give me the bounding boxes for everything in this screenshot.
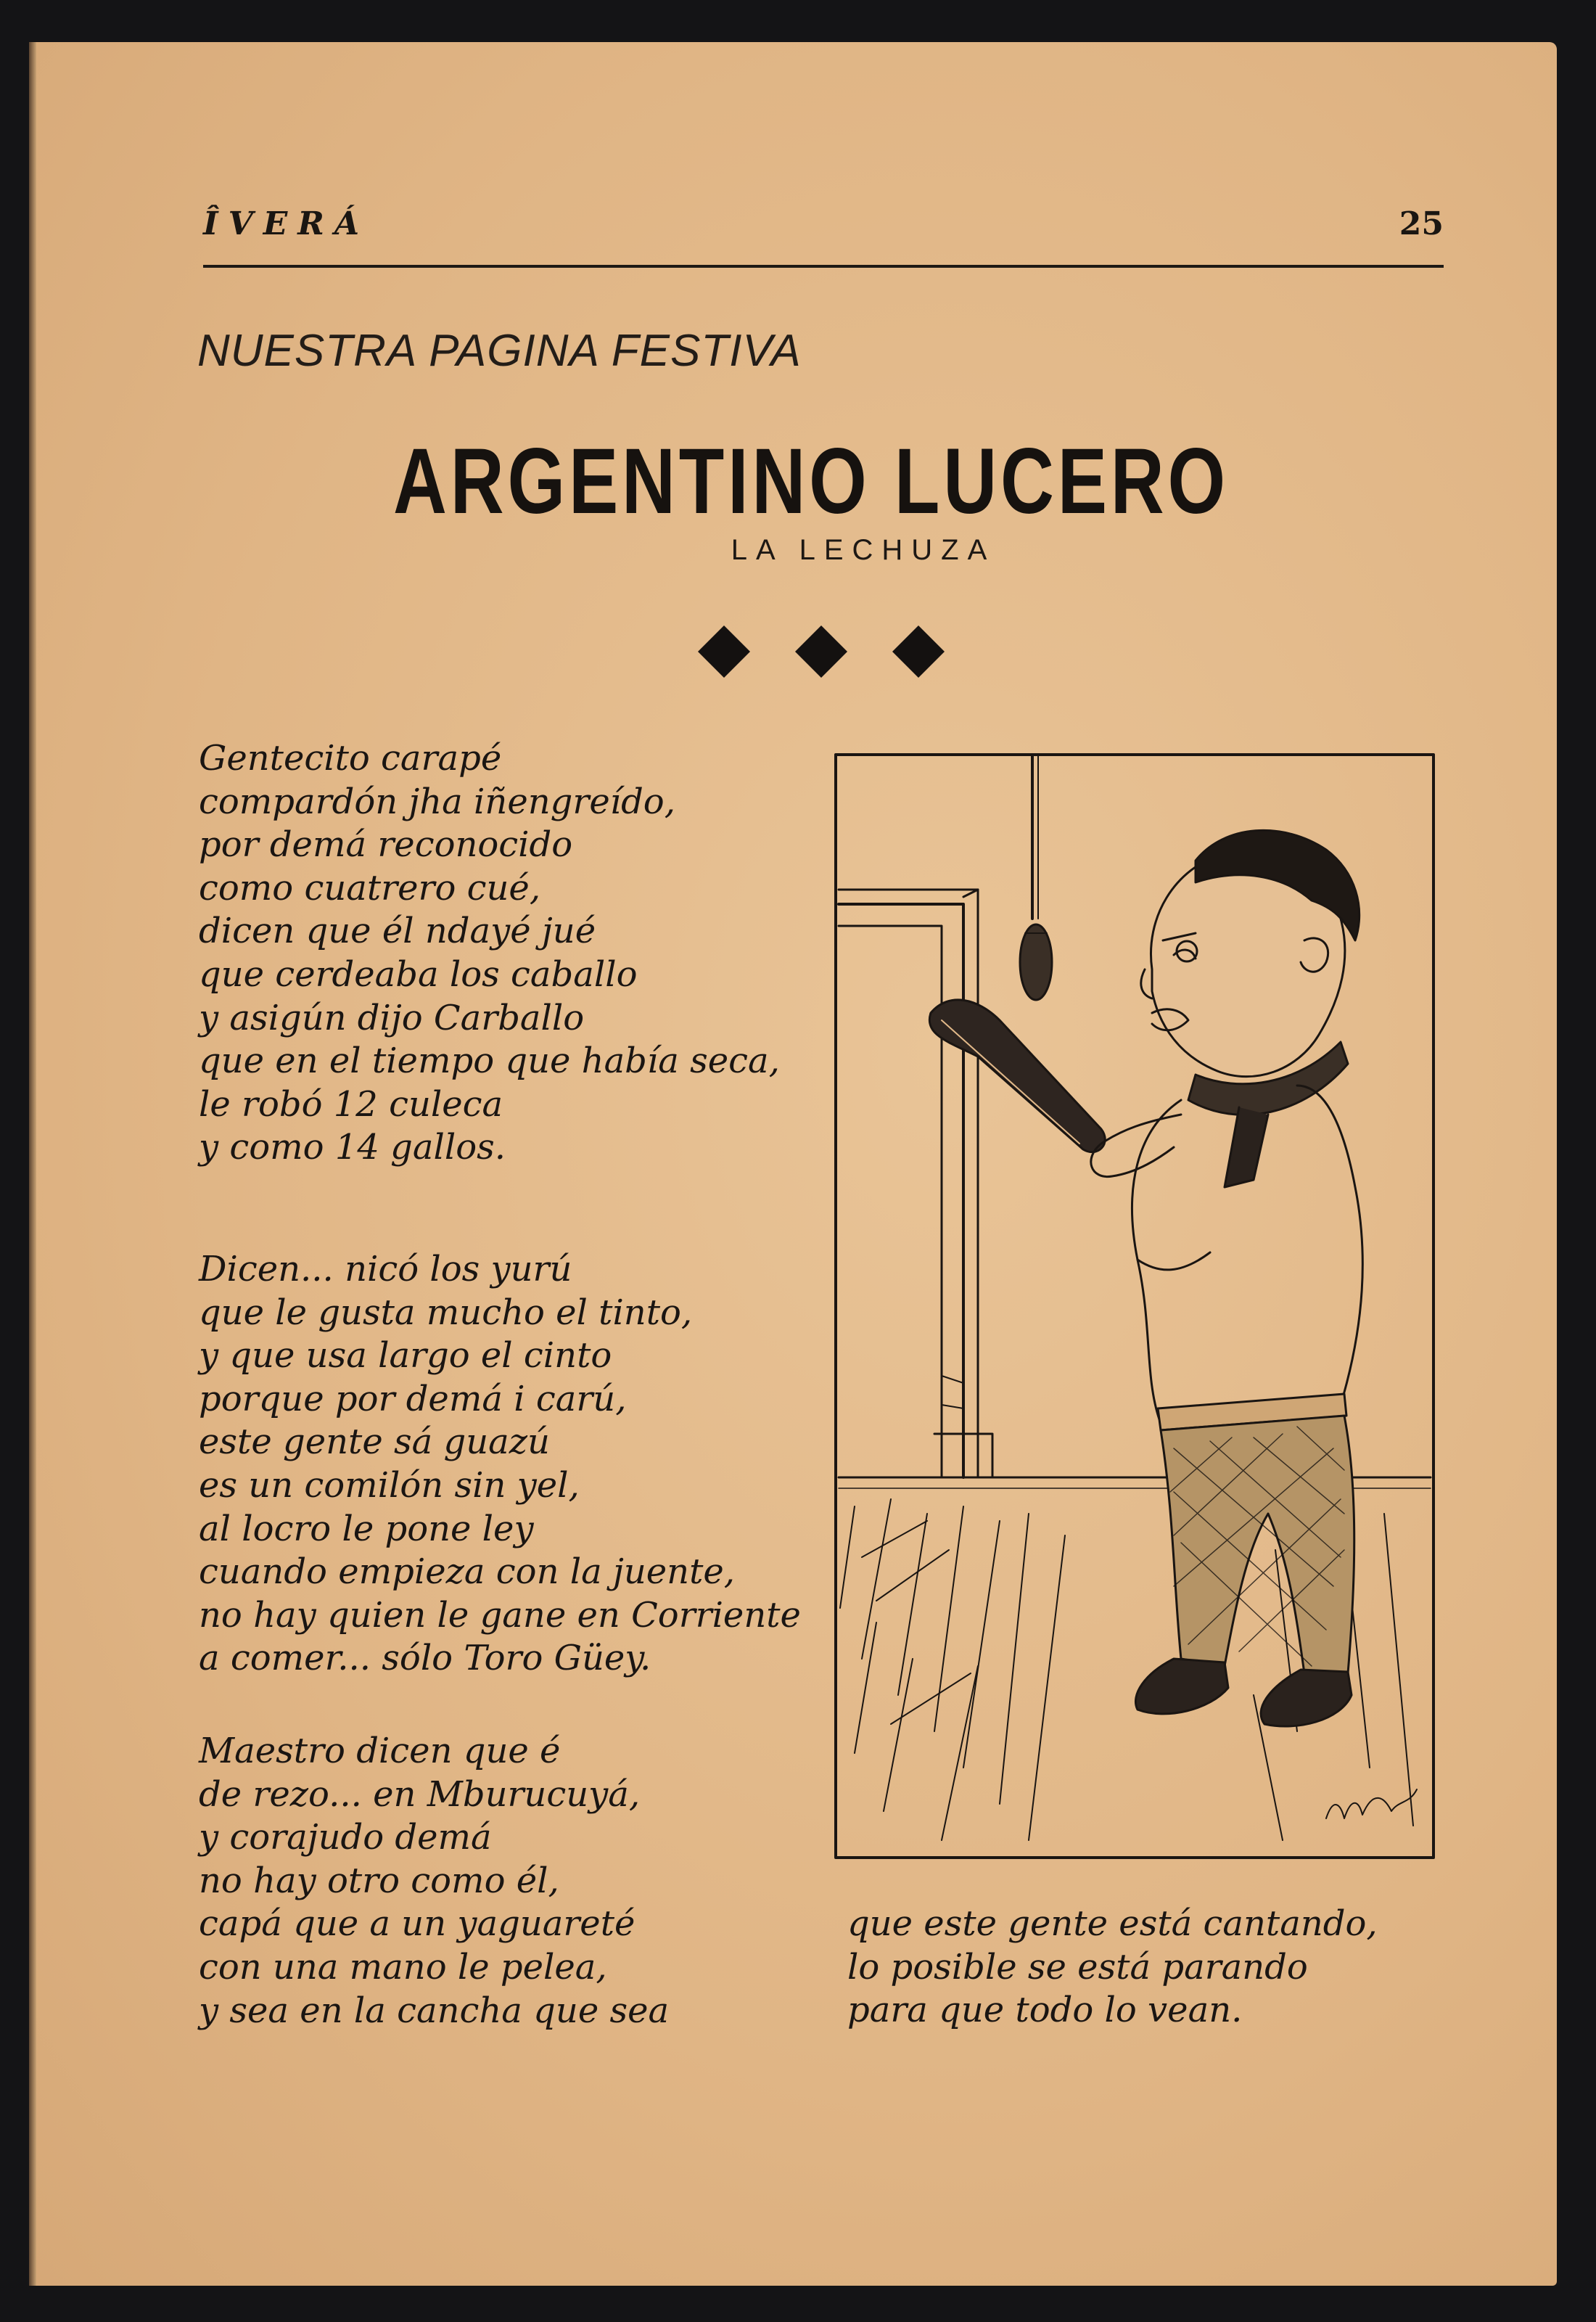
poem-line: y corajudo demá (199, 1817, 492, 1858)
poem-line: y como 14 gallos. (199, 1127, 506, 1168)
poem-line: Maestro dicen que é (199, 1731, 561, 1771)
poem-stanza-1 (199, 737, 780, 1170)
poem-line: a comer... sólo Toro Güey. (199, 1638, 651, 1679)
caricature-singer-at-microphone-icon (833, 752, 1436, 1862)
ornament-row (696, 623, 958, 681)
diamond-ornament-icon (698, 625, 750, 678)
poem-line: capá que a un yaguareté (199, 1903, 635, 1945)
diamond-ornament-icon (795, 625, 847, 678)
page-number: 25 (1399, 205, 1444, 242)
poem-line: y que usa largo el cinto (199, 1335, 612, 1377)
poem-line: Gentecito carapé (199, 738, 502, 779)
poem-line: de rezo... en Mburucuyá, (199, 1773, 641, 1815)
poem-line: le robó 12 culeca (199, 1083, 503, 1125)
article-title: ARGENTINO LUCERO (393, 430, 1229, 533)
poem-line: Dicen... nicó los yurú (199, 1249, 572, 1289)
poem-line: que este gente está cantando, (847, 1903, 1378, 1944)
journal-name: ÎVERÁ (203, 205, 369, 242)
running-header (203, 205, 1444, 249)
page-gutter (29, 42, 36, 2286)
poem-line: y asigún dijo Carballo (199, 997, 585, 1038)
poem-line: dicen que él ndayé jué (199, 911, 596, 952)
header-rule (203, 265, 1444, 268)
poem-line: lo posible se está parando (847, 1946, 1308, 1987)
poem-stanza-4 (847, 1903, 1378, 2032)
poem-line: este gente sá guazú (199, 1421, 550, 1463)
poem-line: con una mano le pelea, (199, 1946, 607, 1987)
diamond-ornament-icon (892, 625, 945, 678)
poem-line: no hay otro como él, (199, 1860, 559, 1901)
poem-line: que cerdeaba los caballo (199, 953, 638, 995)
poem-line: al locro le pone ley (199, 1508, 534, 1549)
poem-line: es un comilón sin yel, (199, 1464, 580, 1506)
poem-line: cuando empieza con la juente, (199, 1551, 736, 1593)
poem-line: no hay quien le gane en Corriente (199, 1594, 801, 1636)
section-title: NUESTRA PAGINA FESTIVA (197, 326, 802, 376)
poem-stanza-3 (199, 1730, 669, 2032)
poem-line: para que todo lo vean. (847, 1990, 1243, 2031)
poem-stanza-2 (199, 1248, 801, 1681)
article-subtitle: LA LECHUZA (731, 534, 996, 566)
poem-line: por demá reconocido (199, 824, 573, 866)
poem-line: como cuatrero cué, (199, 867, 541, 908)
poem-line: porque por demá i carú, (199, 1378, 627, 1419)
poem-line: que le gusta mucho el tinto, (199, 1292, 693, 1333)
poem-line: y sea en la cancha que sea (199, 1990, 670, 2031)
poem-line: compardón jha iñengreído, (199, 781, 675, 822)
poem-line: que en el tiempo que había seca, (199, 1041, 780, 1082)
